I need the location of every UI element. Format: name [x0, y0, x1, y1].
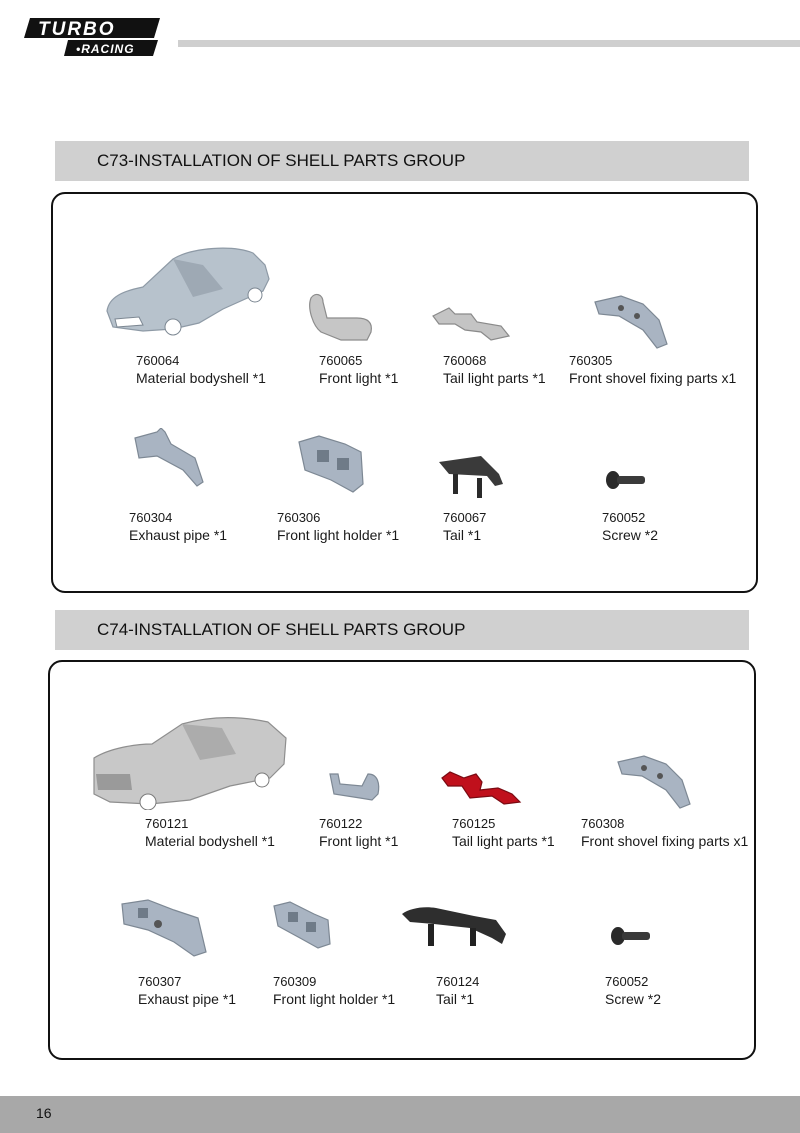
section-title-c73: C73-INSTALLATION OF SHELL PARTS GROUP: [55, 141, 749, 181]
part-number: 760121: [145, 816, 189, 831]
part-name: Front shovel fixing parts x1: [581, 833, 749, 849]
front-light-icon: [326, 770, 382, 802]
part-name: Front light holder *1: [273, 991, 396, 1007]
tail-wing-icon: [400, 904, 510, 950]
tail-light-parts-icon: [431, 302, 511, 342]
tail-light-parts-icon: [440, 768, 524, 806]
part-number: 760052: [605, 974, 649, 989]
part-number: 760124: [436, 974, 480, 989]
parts-panel-c73: [51, 192, 758, 593]
part-number: 760307: [138, 974, 182, 989]
part-number: 760309: [273, 974, 317, 989]
svg-text:•RACING: •RACING: [76, 42, 135, 56]
part-name: Tail light parts *1: [452, 833, 555, 849]
turbo-racing-logo: [24, 14, 164, 58]
section-title-c74: C74-INSTALLATION OF SHELL PARTS GROUP: [55, 610, 749, 650]
part-number: 760052: [602, 510, 646, 525]
front-light-holder-icon: [270, 900, 334, 950]
part-name: Exhaust pipe *1: [129, 527, 228, 543]
header-divider-bar: [178, 40, 800, 47]
part-name: Front light *1: [319, 833, 399, 849]
part-name: Tail *1: [436, 991, 475, 1007]
svg-text:TURBO: TURBO: [38, 19, 116, 40]
exhaust-pipe-icon: [118, 898, 210, 960]
bodyshell-icon: [90, 714, 290, 810]
page-number: 16: [36, 1105, 52, 1121]
front-shovel-icon: [616, 754, 694, 810]
part-number: 760122: [319, 816, 363, 831]
front-light-icon: [305, 292, 377, 344]
part-number: 760067: [443, 510, 487, 525]
bodyshell-icon: [103, 239, 273, 339]
screw-icon: [610, 926, 652, 946]
part-number: 760064: [136, 353, 180, 368]
part-name: Tail *1: [443, 527, 482, 543]
front-shovel-icon: [591, 294, 671, 350]
part-number: 760125: [452, 816, 496, 831]
screw-icon: [605, 470, 647, 490]
page-footer-bar: [0, 1096, 800, 1133]
part-name: Material bodyshell *1: [145, 833, 275, 849]
part-name: Tail light parts *1: [443, 370, 546, 386]
part-name: Screw *2: [602, 527, 659, 543]
part-number: 760308: [581, 816, 625, 831]
part-number: 760306: [277, 510, 321, 525]
part-name: Front shovel fixing parts x1: [569, 370, 737, 386]
part-name: Material bodyshell *1: [136, 370, 266, 386]
part-name: Screw *2: [605, 991, 662, 1007]
front-light-holder-icon: [295, 434, 367, 496]
part-number: 760304: [129, 510, 173, 525]
part-name: Front light holder *1: [277, 527, 400, 543]
part-name: Front light *1: [319, 370, 399, 386]
part-number: 760305: [569, 353, 613, 368]
part-name: Exhaust pipe *1: [138, 991, 237, 1007]
tail-wing-icon: [437, 452, 505, 500]
parts-panel-c74: [48, 660, 756, 1060]
part-number: 760068: [443, 353, 487, 368]
exhaust-pipe-icon: [131, 428, 207, 490]
part-number: 760065: [319, 353, 363, 368]
